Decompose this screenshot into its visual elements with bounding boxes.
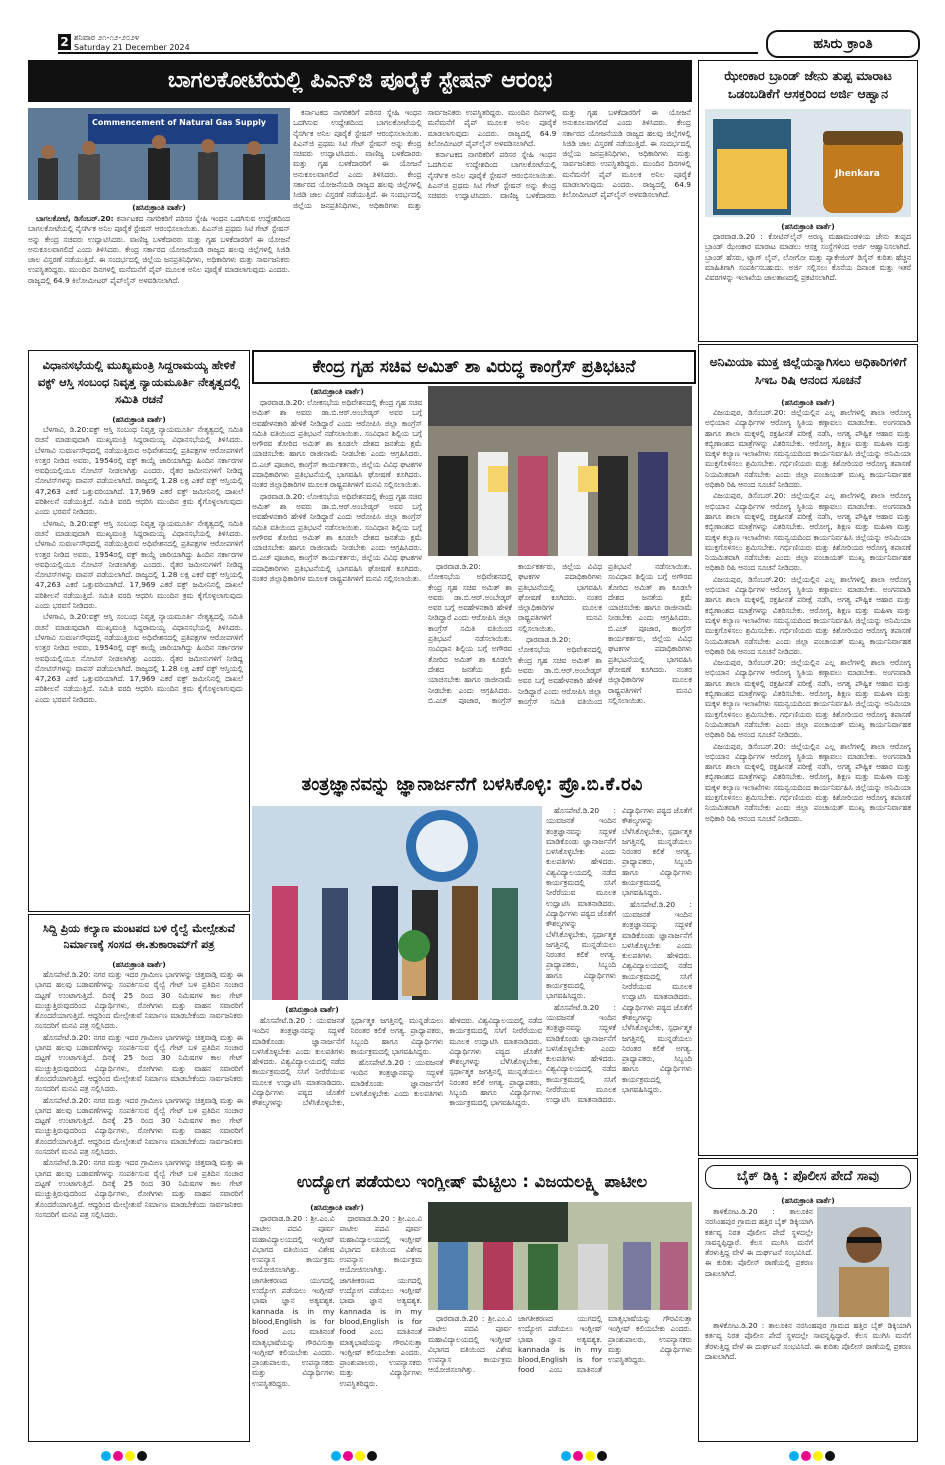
reg-black: [825, 1451, 835, 1461]
waqf-headline: ವಿಧಾನಸಭೆಯಲ್ಲಿ ಮುಖ್ಯಮಂತ್ರಿ ಸಿದ್ದರಾಮಯ್ಯ ಹೇಳಿಕೆ ವಕ್ಫ್ ಆಸ್ತಿ ಸಂಬಂಧ ನಿವೃತ್ತ ನ್ಯಾಯಮೂರ್ತಿ ನೇತೃತ್ವದಲ್ಲಿ ಸಮಿತಿ ರಚನೆ: [37, 358, 241, 406]
anemia-box: [698, 344, 918, 1156]
reg-yellow: [585, 1451, 595, 1461]
ad-headline: ಝೇಂಕಾರ ಬ್ರಾಂಡ್ ಜೇನು ತುಪ್ಪ ಮಾರಾಟ ಒಡಂಬಡಿಕೆಗೆ ಆಸಕ್ತರಿಂದ ಅರ್ಜಿ ಆಹ್ವಾನ: [724, 68, 892, 101]
bike-headline: ಬೈಕ್ ಡಿಕ್ಕಿ : ಪೊಲೀಸ ಪೇದೆ ಸಾವು: [705, 1165, 911, 1189]
reg-magenta: [801, 1451, 811, 1461]
waqf-byline: (ಹಸಿರುಕ್ರಾಂತಿ ವಾರ್ತೆ): [112, 415, 166, 424]
anemia-headline: ಅನಿಮಿಯಾ ಮುಕ್ತ ಜಿಲ್ಲೆಯನ್ನಾಗಿಸಲು ಅಧಿಕಾರಿಗಳಿಗೆ ಸಿಇಒ ರಿಷಿ ಆನಂದ ಸೂಚನೆ: [709, 355, 907, 387]
tech-text-a2: ಹೊಸಪೇಟೆ.ಡಿ.20 : ಯುವಜನತೆ ಇಂದಿನ ತಂತ್ರಜ್ಞಾನವನ್ನು ಸದ್ಬಳಕೆ ಮಾಡಿಕೊಂಡು ಜ್ಞಾನಾರ್ಜನೆಗೆ ಬಳಸಿಕೊಳ್ಳಬೇಕು ಎಂದು ಕುಲಪತಿಗಳು ಹೇಳಿದರು. ವಿಶ್ವವಿದ್ಯಾಲಯದಲ್ಲಿ ನಡೆದ ಕಾರ್ಯಕ್ರಮದಲ್ಲಿ ಸಸಿಗೆ ನೀರೆರೆಯುವ ಮೂಲಕ ಉದ್ಘಾಟಿಸಿ ಮಾತನಾಡಿದರು. ವಿದ್ಯಾರ್ಥಿಗಳು ಪಠ್ಯದ ಜೊತೆಗೆ ಕೌಶಲ್ಯಗಳನ್ನು ಬೆಳೆಸಿಕೊಳ್ಳಬೇಕು, ಸ್ಪರ್ಧಾತ್ಮಕ ಜಗತ್ತಿನಲ್ಲಿ ಮುನ್ನಡೆಯಲು ನಿರಂತರ ಕಲಿಕೆ ಅಗತ್ಯ. ಪ್ರಾಧ್ಯಾಪಕರು, ಸಿಬ್ಬಂದಿ ಹಾಗೂ ವಿದ್ಯಾರ್ಥಿಗಳು ಕಾರ್ಯಕ್ರಮದಲ್ಲಿ ಭಾಗವಹಿಸಿದ್ದರು.: [350, 1016, 542, 1108]
lead-text-c: ಕರ್ನಾಟಕದ ನಾಗರಿಕರಿಗೆ ಪರಿಸರ ಸ್ನೇಹಿ ಇಂಧನ ಒದಗಿಸುವ ಉದ್ದೇಶದಿಂದ ಬಾಗಲಕೋಟೆಯಲ್ಲಿ ನೈಸರ್ಗಿಕ ಅನಿಲ ಪೂರೈಕೆ ಸ್ಟೇಷನ್ ಆರಂಭಿಸಲಾಯಿತು. ಪಿಎನ್‌ಜಿ ಪ್ರಥಮ ಸಿಟಿ ಗೇಟ್ ಸ್ಟೇಷನ್ ಅನ್ನು ಕೇಂದ್ರ ಸಚಿವರು ಉದ್ಘಾಟಿಸಿದರು. ವಾಣಿಜ್ಯ ಬಳಕೆದಾರರು ಮತ್ತು ಗೃಹ ಬಳಕೆದಾರರಿಗೆ ಈ ಯೋಜನೆ ಅನುಕೂಲವಾಗಲಿದೆ ಎಂದು ತಿಳಿಸಿದರು. ಕೇಂದ್ರ ಸರ್ಕಾರದ ಯೋಜನೆಯಡಿ ರಾಜ್ಯದ ಹಲವು ಜಿಲ್ಲೆಗಳಲ್ಲಿ ಸಿಜಿಡಿ ಜಾಲ ವಿಸ್ತರಣೆ ನಡೆಯುತ್ತಿದೆ. ಈ ಸಂದರ್ಭದಲ್ಲಿ ಜಿಲ್ಲೆಯ ಜನಪ್ರತಿನಿಧಿಗಳು, ಅಧಿಕಾರಿಗಳು ಮತ್ತು ಸಾರ್ವಜನಿಕರು ಉಪಸ್ಥಿತರಿದ್ದರು. ಮುಂದಿನ ದಿನಗಳಲ್ಲಿ ಮನೆಮನೆಗೆ ಪೈಪ್ ಮೂಲಕ ಅನಿಲ ಪೂರೈಕೆ ಮಾಡಲಾಗುವುದು ಎಂದರು. ರಾಜ್ಯದಲ್ಲಿ 64.9 ಕಿಲೋಮೀಟರ್ ಪೈಪ್‌ಲೈನ್ ಅಳವಡಿಸಲಾಗಿದೆ.: [427, 108, 691, 201]
protest-body-a: [252, 398, 422, 760]
rail-box: [28, 914, 250, 1442]
protest-headline: ಕೇಂದ್ರ ಗೃಹ ಸಚಿವ ಅಮಿತ್ ಶಾ ವಿರುದ್ಧ ಕಾಂಗ್ರೆಸ್ ಪ್ರತಿಭಟನೆ: [252, 350, 696, 384]
lead-photo-banner: Commencement of Natural Gas Supply: [92, 118, 267, 127]
reg-magenta: [343, 1451, 353, 1461]
english-body-a: [252, 1214, 422, 1436]
bike-text-b: ತಾಳಿಕೋಟ.ಡಿ.20 : ತಾಲೂಕಿನ ನರಸಿಂಹಪುರ ಗ್ರಾಮದ ಹತ್ತಿರ ಬೈಕ್ ಡಿಕ್ಕಿಯಾಗಿ ಕರ್ತವ್ಯ ನಿರತ ಪೊಲೀಸ ಪೇದೆ ಸ್ಥಳದಲ್ಲೇ ಸಾವನ್ನಪ್ಪಿದ್ದಾರೆ. ಕೆಲಸ ಮುಗಿಸಿ ಮನೆಗೆ ತೆರಳುತ್ತಿದ್ದ ವೇಳೆ ಈ ದುರ್ಘಟನೆ ಸಂಭವಿಸಿದೆ. ಈ ಕುರಿತು ಪೊಲೀಸ್ ಠಾಣೆಯಲ್ಲಿ ಪ್ರಕರಣ ದಾಖಲಾಗಿದೆ.: [705, 1321, 911, 1361]
anemia-text-e: ವಿಜಯಪುರ, ಡಿಸೆಂಬರ್.20: ಜಿಲ್ಲೆಯಲ್ಲಿನ ಎಲ್ಲ ಶಾಲೆಗಳಲ್ಲಿ ಶಾಲಾ ಆರೋಗ್ಯ ಅಭಿಯಾನ ವಿದ್ಯಾರ್ಥಿಗಳ ಆರೋಗ್ಯ ಸ್ಥಿತಿಯ ಕಣ್ಗಾವಲು ಮಾಡಬೇಕು. ಅಂಗನವಾಡಿ ಹಾಗೂ ಶಾಲಾ ಮಕ್ಕಳಲ್ಲಿ ರಕ್ತಹೀನತೆ ಪರೀಕ್ಷೆ ನಡೆಸಿ, ಅಗತ್ಯ ಪೌಷ್ಟಿಕ ಆಹಾರ ಮತ್ತು ಕಬ್ಬಿಣಾಂಶದ ಮಾತ್ರೆಗಳನ್ನು ವಿತರಿಸಬೇಕು. ಆರೋಗ್ಯ, ಶಿಕ್ಷಣ ಮತ್ತು ಮಹಿಳಾ ಮತ್ತು ಮಕ್ಕಳ ಕಲ್ಯಾಣ ಇಲಾಖೆಗಳು ಸಮನ್ವಯದಿಂದ ಕಾರ್ಯನಿರ್ವಹಿಸಿ ಜಿಲ್ಲೆಯನ್ನು ಅನಿಮಿಯಾ ಮುಕ್ತಗೊಳಿಸಲು ಶ್ರಮಿಸಬೇಕು. ಗರ್ಭಿಣಿಯರು ಮತ್ತು ಕಿಶೋರಿಯರ ಆರೋಗ್ಯ ತಪಾಸಣೆ ನಿಯಮಿತವಾಗಿ ನಡೆಸಬೇಕು ಎಂದು ಜಿಲ್ಲಾ ಪಂಚಾಯತ್ ಮುಖ್ಯ ಕಾರ್ಯನಿರ್ವಾಹಕ ಅಧಿಕಾರಿ ರಿಷಿ ಆನಂದ ಸೂಚನೆ ನೀಡಿದರು.: [705, 741, 911, 823]
ad-body: [705, 232, 911, 350]
ad-photo: [705, 109, 911, 217]
tech-text-c: ಹೊಸಪೇಟೆ.ಡಿ.20 : ಯುವಜನತೆ ಇಂದಿನ ತಂತ್ರಜ್ಞಾನವನ್ನು ಸದ್ಬಳಕೆ ಮಾಡಿಕೊಂಡು ಜ್ಞಾನಾರ್ಜನೆಗೆ ಬಳಸಿಕೊಳ್ಳಬೇಕು ಎಂದು ಕುಲಪತಿಗಳು ಹೇಳಿದರು. ವಿಶ್ವವಿದ್ಯಾಲಯದಲ್ಲಿ ನಡೆದ ಕಾರ್ಯಕ್ರಮದಲ್ಲಿ ಸಸಿಗೆ ನೀರೆರೆಯುವ ಮೂಲಕ ಉದ್ಘಾಟಿಸಿ ಮಾತನಾಡಿದರು. ವಿದ್ಯಾರ್ಥಿಗಳು ಪಠ್ಯದ ಜೊತೆಗೆ ಕೌಶಲ್ಯಗಳನ್ನು ಬೆಳೆಸಿಕೊಳ್ಳಬೇಕು, ಸ್ಪರ್ಧಾತ್ಮಕ ಜಗತ್ತಿನಲ್ಲಿ ಮುನ್ನಡೆಯಲು ನಿರಂತರ ಕಲಿಕೆ ಅಗತ್ಯ. ಪ್ರಾಧ್ಯಾಪಕರು, ಸಿಬ್ಬಂದಿ ಹಾಗೂ ವಿದ್ಯಾರ್ಥಿಗಳು ಕಾರ್ಯಕ್ರಮದಲ್ಲಿ ಭಾಗವಹಿಸಿದ್ದರು.: [546, 806, 692, 1105]
reg-black: [137, 1451, 147, 1461]
tech-byline: (ಹಸಿರುಕ್ರಾಂತಿ ವಾರ್ತೆ): [285, 1005, 339, 1014]
tech-body-a: [252, 1016, 542, 1160]
anemia-text-c: ವಿಜಯಪುರ, ಡಿಸೆಂಬರ್.20: ಜಿಲ್ಲೆಯಲ್ಲಿನ ಎಲ್ಲ ಶಾಲೆಗಳಲ್ಲಿ ಶಾಲಾ ಆರೋಗ್ಯ ಅಭಿಯಾನ ವಿದ್ಯಾರ್ಥಿಗಳ ಆರೋಗ್ಯ ಸ್ಥಿತಿಯ ಕಣ್ಗಾವಲು ಮಾಡಬೇಕು. ಅಂಗನವಾಡಿ ಹಾಗೂ ಶಾಲಾ ಮಕ್ಕಳಲ್ಲಿ ರಕ್ತಹೀನತೆ ಪರೀಕ್ಷೆ ನಡೆಸಿ, ಅಗತ್ಯ ಪೌಷ್ಟಿಕ ಆಹಾರ ಮತ್ತು ಕಬ್ಬಿಣಾಂಶದ ಮಾತ್ರೆಗಳನ್ನು ವಿತರಿಸಬೇಕು. ಆರೋಗ್ಯ, ಶಿಕ್ಷಣ ಮತ್ತು ಮಹಿಳಾ ಮತ್ತು ಮಕ್ಕಳ ಕಲ್ಯಾಣ ಇಲಾಖೆಗಳು ಸಮನ್ವಯದಿಂದ ಕಾರ್ಯನಿರ್ವಹಿಸಿ ಜಿಲ್ಲೆಯನ್ನು ಅನಿಮಿಯಾ ಮುಕ್ತಗೊಳಿಸಲು ಶ್ರಮಿಸಬೇಕು. ಗರ್ಭಿಣಿಯರು ಮತ್ತು ಕಿಶೋರಿಯರ ಆರೋಗ್ಯ ತಪಾಸಣೆ ನಿಯಮಿತವಾಗಿ ನಡೆಸಬೇಕು ಎಂದು ಜಿಲ್ಲಾ ಪಂಚಾಯತ್ ಮುಖ್ಯ ಕಾರ್ಯನಿರ್ವಾಹಕ ಅಧಿಕಾರಿ ರಿಷಿ ಆನಂದ ಸೂಚನೆ ನೀಡಿದರು.: [705, 574, 911, 656]
reg-magenta: [573, 1451, 583, 1461]
protest-graphic: [428, 386, 692, 556]
anemia-byline: (ಹಸಿರುಕ್ರಾಂತಿ ವಾರ್ತೆ): [781, 398, 835, 407]
reg-black: [597, 1451, 607, 1461]
reg-magenta: [113, 1451, 123, 1461]
protest-text-a: ಧಾರವಾಡ.ಡಿ.20: ಲೋಕಸಭೆಯ ಅಧಿವೇಶನದಲ್ಲಿ ಕೇಂದ್ರ ಗೃಹ ಸಚಿವ ಅಮಿತ್ ಶಾ ಅವರು ಡಾ.ಬಿ.ಆರ್.ಅಂಬೇಡ್ಕರ್ ಅವರ ಬಗ್ಗೆ ಅವಹೇಳನಕಾರಿ ಹೇಳಿಕೆ ನೀಡಿದ್ದಾರೆ ಎಂದು ಆರೋಪಿಸಿ ಜಿಲ್ಲಾ ಕಾಂಗ್ರೆಸ್ ಸಮಿತಿ ವತಿಯಿಂದ ಪ್ರತಿಭಟನೆ ನಡೆಸಲಾಯಿತು. ಸಂವಿಧಾನ ಶಿಲ್ಪಿಯ ಬಗ್ಗೆ ಅಗೌರವ ತೋರಿದ ಅಮಿತ್ ಶಾ ಕೂಡಲೇ ದೇಶದ ಜನತೆಯ ಕ್ಷಮೆ ಯಾಚಿಸಬೇಕು ಹಾಗೂ ರಾಜೀನಾಮೆ ನೀಡಬೇಕು ಎಂದು ಆಗ್ರಹಿಸಿದರು. ಬಿ.ಎಚ್ ಪೂಜಾರ, ಕಾಂಗ್ರೆಸ್ ಕಾರ್ಯಕರ್ತರು, ಜಿಲ್ಲೆಯ ವಿವಿಧ ಘಟಕಗಳ ಪದಾಧಿಕಾರಿಗಳು ಪ್ರತಿಭಟನೆಯಲ್ಲಿ ಭಾಗವಹಿಸಿ ಘೋಷಣೆ ಕೂಗಿದರು. ನಂತರ ಜಿಲ್ಲಾಧಿಕಾರಿಗಳ ಮೂಲಕ ರಾಷ್ಟ್ರಪತಿಗಳಿಗೆ ಮನವಿ ಸಲ್ಲಿಸಲಾಯಿತು.: [252, 398, 422, 490]
honey-jar-label: Jhenkara: [835, 169, 880, 179]
anemia-text-a: ವಿಜಯಪುರ, ಡಿಸೆಂಬರ್.20: ಜಿಲ್ಲೆಯಲ್ಲಿನ ಎಲ್ಲ ಶಾಲೆಗಳಲ್ಲಿ ಶಾಲಾ ಆರೋಗ್ಯ ಅಭಿಯಾನ ವಿದ್ಯಾರ್ಥಿಗಳ ಆರೋಗ್ಯ ಸ್ಥಿತಿಯ ಕಣ್ಗಾವಲು ಮಾಡಬೇಕು. ಅಂಗನವಾಡಿ ಹಾಗೂ ಶಾಲಾ ಮಕ್ಕಳಲ್ಲಿ ರಕ್ತಹೀನತೆ ಪರೀಕ್ಷೆ ನಡೆಸಿ, ಅಗತ್ಯ ಪೌಷ್ಟಿಕ ಆಹಾರ ಮತ್ತು ಕಬ್ಬಿಣಾಂಶದ ಮಾತ್ರೆಗಳನ್ನು ವಿತರಿಸಬೇಕು. ಆರೋಗ್ಯ, ಶಿಕ್ಷಣ ಮತ್ತು ಮಹಿಳಾ ಮತ್ತು ಮಕ್ಕಳ ಕಲ್ಯಾಣ ಇಲಾಖೆಗಳು ಸಮನ್ವಯದಿಂದ ಕಾರ್ಯನಿರ್ವಹಿಸಿ ಜಿಲ್ಲೆಯನ್ನು ಅನಿಮಿಯಾ ಮುಕ್ತಗೊಳಿಸಲು ಶ್ರಮಿಸಬೇಕು. ಗರ್ಭಿಣಿಯರು ಮತ್ತು ಕಿಶೋರಿಯರ ಆರೋಗ್ಯ ತಪಾಸಣೆ ನಿಯಮಿತವಾಗಿ ನಡೆಸಬೇಕು ಎಂದು ಜಿಲ್ಲಾ ಪಂಚಾಯತ್ ಮುಖ್ಯ ಕಾರ್ಯನಿರ್ವಾಹಕ ಅಧಿಕಾರಿ ರಿಷಿ ಆನಂದ ಸೂಚನೆ ನೀಡಿದರು.: [705, 408, 911, 490]
rail-headline: ಸಿದ್ದಿ ಪ್ರಿಯ ಕಲ್ಯಾಣ ಮಂಟಪದ ಬಳಿ ರೈಲ್ವೆ ಮೇಲ್ಸೇತುವೆ ನಿರ್ಮಾಣಕ್ಕೆ ಸಂಸದ ಈ.ತುಕಾರಾಮ್‌ಗೆ ಪತ್ರ: [43, 922, 235, 951]
rail-text-b: ಹೊಸಪೇಟೆ.ಡಿ.20: ನಗರ ಮತ್ತು ಇದರ ಗ್ರಾಮೀಣ ಭಾಗಗಳನ್ನು ಚಿತ್ತವಾಡ್ಗಿ ಮತ್ತು ಈ ಭಾಗದ ಹಲವು ಬಡಾವಣೆಗಳನ್ನು ಸಂಪರ್ಕಿಸುವ ರೈಲ್ವೆ ಗೇಟ್ ಬಳಿ ಪ್ರತಿದಿನ ಸಂಚಾರ ದಟ್ಟಣೆ ಉಂಟಾಗುತ್ತಿದೆ. ದಿನಕ್ಕೆ 25 ರಿಂದ 30 ನಿಮಿಷಗಳ ಕಾಲ ಗೇಟ್ ಮುಚ್ಚುತ್ತಿರುವುದರಿಂದ ವಿದ್ಯಾರ್ಥಿಗಳು, ರೋಗಿಗಳು ಮತ್ತು ವಾಹನ ಸವಾರರಿಗೆ ತೊಂದರೆಯಾಗುತ್ತಿದೆ. ಆದ್ದರಿಂದ ಮೇಲ್ಸೇತುವೆ ನಿರ್ಮಾಣ ಮಾಡಬೇಕೆಂದು ಸಾರ್ವಜನಿಕರು ಸಂಸದರಿಗೆ ಮನವಿ ಪತ್ರ ಸಲ್ಲಿಸಿದರು.: [35, 1032, 243, 1094]
page-date: [74, 33, 190, 53]
registration-marks-2: [330, 1446, 378, 1465]
date-kannada: ಶನಿವಾರ ೨೧-೧೨-೨೦೨೪: [74, 33, 140, 42]
reg-yellow: [813, 1451, 823, 1461]
lead-headline: ಬಾಗಲಕೋಟೆಯಲ್ಲಿ ಪಿಎನ್‌ಜಿ ಪೂರೈಕೆ ಸ್ಟೇಷನ್ ಆರಂಭ: [28, 60, 692, 102]
bike-box: [698, 1158, 918, 1442]
ad-byline: (ಹಸಿರುಕ್ರಾಂತಿ ವಾರ್ತೆ): [781, 222, 835, 231]
english-body-b: [428, 1314, 692, 1436]
protest-text-a2: ಧಾರವಾಡ.ಡಿ.20: ಲೋಕಸಭೆಯ ಅಧಿವೇಶನದಲ್ಲಿ ಕೇಂದ್ರ ಗೃಹ ಸಚಿವ ಅಮಿತ್ ಶಾ ಅವರು ಡಾ.ಬಿ.ಆರ್.ಅಂಬೇಡ್ಕರ್ ಅವರ ಬಗ್ಗೆ ಅವಹೇಳನಕಾರಿ ಹೇಳಿಕೆ ನೀಡಿದ್ದಾರೆ ಎಂದು ಆರೋಪಿಸಿ ಜಿಲ್ಲಾ ಕಾಂಗ್ರೆಸ್ ಸಮಿತಿ ವತಿಯಿಂದ ಪ್ರತಿಭಟನೆ ನಡೆಸಲಾಯಿತು. ಸಂವಿಧಾನ ಶಿಲ್ಪಿಯ ಬಗ್ಗೆ ಅಗೌರವ ತೋರಿದ ಅಮಿತ್ ಶಾ ಕೂಡಲೇ ದೇಶದ ಜನತೆಯ ಕ್ಷಮೆ ಯಾಚಿಸಬೇಕು ಹಾಗೂ ರಾಜೀನಾಮೆ ನೀಡಬೇಕು ಎಂದು ಆಗ್ರಹಿಸಿದರು. ಬಿ.ಎಚ್ ಪೂಜಾರ, ಕಾಂಗ್ರೆಸ್ ಕಾರ್ಯಕರ್ತರು, ಜಿಲ್ಲೆಯ ವಿವಿಧ ಘಟಕಗಳ ಪದಾಧಿಕಾರಿಗಳು ಪ್ರತಿಭಟನೆಯಲ್ಲಿ ಭಾಗವಹಿಸಿ ಘೋಷಣೆ ಕೂಗಿದರು. ನಂತರ ಜಿಲ್ಲಾಧಿಕಾರಿಗಳ ಮೂಲಕ ರಾಷ್ಟ್ರಪತಿಗಳಿಗೆ ಮನವಿ ಸಲ್ಲಿಸಲಾಯಿತು.: [252, 491, 422, 584]
police-portrait: [817, 1207, 911, 1317]
reg-yellow: [355, 1451, 365, 1461]
registration-marks-4: [788, 1446, 836, 1465]
anemia-body: [705, 408, 911, 1128]
waqf-box: [28, 350, 250, 912]
honey-jar-graphic: [705, 109, 911, 217]
waqf-text-c: ಬೆಳಗಾವಿ, ಡಿ.20:ವಕ್ಫ್ ಆಸ್ತಿ ಸಂಬಂಧ ನಿವೃತ್ತ ನ್ಯಾಯಮೂರ್ತಿ ನೇತೃತ್ವದಲ್ಲಿ ಸಮಿತಿ ರಚನೆ ಮಾಡುವುದಾಗಿ ಮುಖ್ಯಮಂತ್ರಿ ಸಿದ್ದರಾಮಯ್ಯ ವಿಧಾನಸಭೆಯಲ್ಲಿ ತಿಳಿಸಿದರು. ಬೆಳಗಾವಿ ಸುವರ್ಣಸೌಧದಲ್ಲಿ ನಡೆಯುತ್ತಿರುವ ಅಧಿವೇಶನದಲ್ಲಿ ಪ್ರತಿಪಕ್ಷಗಳ ಆರೋಪಗಳಿಗೆ ಉತ್ತರ ನೀಡಿದ ಅವರು, 1954ರಲ್ಲಿ ವಕ್ಫ್ ಕಾಯ್ದೆ ಜಾರಿಯಾಗಿದ್ದು ಹಿಂದಿನ ಸರ್ಕಾರಗಳ ಅವಧಿಯಲ್ಲಿಯೂ ನೋಟಿಸ್ ನೀಡಲಾಗಿತ್ತು ಎಂದರು. ರೈತರ ಜಮೀನುಗಳಿಗೆ ನೀಡಿದ್ದ ನೋಟಿಸ್‌ಗಳನ್ನು ವಾಪಸ್ ಪಡೆಯಲಾಗಿದೆ. ರಾಜ್ಯದಲ್ಲಿ 1.28 ಲಕ್ಷ ಎಕರೆ ವಕ್ಫ್ ಆಸ್ತಿಯಲ್ಲಿ 47,263 ಎಕರೆ ಒತ್ತುವರಿಯಾಗಿದೆ. 17,969 ಎಕರೆ ವಕ್ಫ್ ಜಮೀನಿನಲ್ಲಿ ದಾಖಲೆ ಪರಿಶೀಲನೆ ನಡೆಯುತ್ತಿದೆ. ಸಮಿತಿ ವರದಿ ಆಧರಿಸಿ ಮುಂದಿನ ಕ್ರಮ ಕೈಗೊಳ್ಳಲಾಗುವುದು ಎಂದು ಭರವಸೆ ನೀಡಿದರು.: [35, 612, 243, 704]
section-tag: ಹಸಿರು ಕ್ರಾಂತಿ: [766, 30, 920, 58]
lead-text: ಕರ್ನಾಟಕದ ನಾಗರಿಕರಿಗೆ ಪರಿಸರ ಸ್ನೇಹಿ ಇಂಧನ ಒದಗಿಸುವ ಉದ್ದೇಶದಿಂದ ಬಾಗಲಕೋಟೆಯಲ್ಲಿ ನೈಸರ್ಗಿಕ ಅನಿಲ ಪೂರೈಕೆ ಸ್ಟೇಷನ್ ಆರಂಭಿಸಲಾಯಿತು. ಪಿಎನ್‌ಜಿ ಪ್ರಥಮ ಸಿಟಿ ಗೇಟ್ ಸ್ಟೇಷನ್ ಅನ್ನು ಕೇಂದ್ರ ಸಚಿವರು ಉದ್ಘಾಟಿಸಿದರು. ವಾಣಿಜ್ಯ ಬಳಕೆದಾರರು ಮತ್ತು ಗೃಹ ಬಳಕೆದಾರರಿಗೆ ಈ ಯೋಜನೆ ಅನುಕೂಲವಾಗಲಿದೆ ಎಂದು ತಿಳಿಸಿದರು. ಕೇಂದ್ರ ಸರ್ಕಾರದ ಯೋಜನೆಯಡಿ ರಾಜ್ಯದ ಹಲವು ಜಿಲ್ಲೆಗಳಲ್ಲಿ ಸಿಜಿಡಿ ಜಾಲ ವಿಸ್ತರಣೆ ನಡೆಯುತ್ತಿದೆ. ಈ ಸಂದರ್ಭದಲ್ಲಿ ಜಿಲ್ಲೆಯ ಜನಪ್ರತಿನಿಧಿಗಳು, ಅಧಿಕಾರಿಗಳು ಮತ್ತು ಸಾರ್ವಜನಿಕರು ಉಪಸ್ಥಿತರಿದ್ದರು. ಮುಂದಿನ ದಿನಗಳಲ್ಲಿ ಮನೆಮನೆಗೆ ಪೈಪ್ ಮೂಲಕ ಅನಿಲ ಪೂರೈಕೆ ಮಾಡಲಾಗುವುದು ಎಂದರು. ರಾಜ್ಯದಲ್ಲಿ 64.9 ಕಿಲೋಮೀಟರ್ ಪೈಪ್‌ಲೈನ್ ಅಳವಡಿಸಲಾಗಿದೆ.: [28, 214, 290, 285]
tech-text-b: ಹೊಸಪೇಟೆ.ಡಿ.20 : ಯುವಜನತೆ ಇಂದಿನ ತಂತ್ರಜ್ಞಾನವನ್ನು ಸದ್ಬಳಕೆ ಮಾಡಿಕೊಂಡು ಜ್ಞಾನಾರ್ಜನೆಗೆ ಬಳಸಿಕೊಳ್ಳಬೇಕು ಎಂದು ಕುಲಪತಿಗಳು ಹೇಳಿದರು. ವಿಶ್ವವಿದ್ಯಾಲಯದಲ್ಲಿ ನಡೆದ ಕಾರ್ಯಕ್ರಮದಲ್ಲಿ ಸಸಿಗೆ ನೀರೆರೆಯುವ ಮೂಲಕ ಉದ್ಘಾಟಿಸಿ ಮಾತನಾಡಿದರು. ವಿದ್ಯಾರ್ಥಿಗಳು ಪಠ್ಯದ ಜೊತೆಗೆ ಕೌಶಲ್ಯಗಳನ್ನು ಬೆಳೆಸಿಕೊಳ್ಳಬೇಕು, ಸ್ಪರ್ಧಾತ್ಮಕ ಜಗತ್ತಿನಲ್ಲಿ ಮುನ್ನಡೆಯಲು ನಿರಂತರ ಕಲಿಕೆ ಅಗತ್ಯ. ಪ್ರಾಧ್ಯಾಪಕರು, ಸಿಬ್ಬಂದಿ ಹಾಗೂ ವಿದ್ಯಾರ್ಥಿಗಳು ಕಾರ್ಯಕ್ರಮದಲ್ಲಿ ಭಾಗವಹಿಸಿದ್ದರು.: [546, 806, 616, 1001]
tech-body-b: [546, 806, 692, 1160]
rail-text-a: ಹೊಸಪೇಟೆ.ಡಿ.20: ನಗರ ಮತ್ತು ಇದರ ಗ್ರಾಮೀಣ ಭಾಗಗಳನ್ನು ಚಿತ್ತವಾಡ್ಗಿ ಮತ್ತು ಈ ಭಾಗದ ಹಲವು ಬಡಾವಣೆಗಳನ್ನು ಸಂಪರ್ಕಿಸುವ ರೈಲ್ವೆ ಗೇಟ್ ಬಳಿ ಪ್ರತಿದಿನ ಸಂಚಾರ ದಟ್ಟಣೆ ಉಂಟಾಗುತ್ತಿದೆ. ದಿನಕ್ಕೆ 25 ರಿಂದ 30 ನಿಮಿಷಗಳ ಕಾಲ ಗೇಟ್ ಮುಚ್ಚುತ್ತಿರುವುದರಿಂದ ವಿದ್ಯಾರ್ಥಿಗಳು, ರೋಗಿಗಳು ಮತ್ತು ವಾಹನ ಸವಾರರಿಗೆ ತೊಂದರೆಯಾಗುತ್ತಿದೆ. ಆದ್ದರಿಂದ ಮೇಲ್ಸೇತುವೆ ನಿರ್ಮಾಣ ಮಾಡಬೇಕೆಂದು ಸಾರ್ವಜನಿಕರು ಸಂಸದರಿಗೆ ಮನವಿ ಪತ್ರ ಸಲ್ಲಿಸಿದರು.: [35, 970, 243, 1031]
protest-body-b: [428, 562, 692, 760]
english-headline: ಉದ್ಯೋಗ ಪಡೆಯಲು ಇಂಗ್ಲೀಷ್ ಮೆಟ್ಟಿಲು : ವಿಜಯಲಕ್ಷ್ಮಿ ಪಾಟೀಲ: [296, 1172, 648, 1191]
lead-body-a: [28, 214, 290, 344]
lead-text-b: ಕರ್ನಾಟಕದ ನಾಗರಿಕರಿಗೆ ಪರಿಸರ ಸ್ನೇಹಿ ಇಂಧನ ಒದಗಿಸುವ ಉದ್ದೇಶದಿಂದ ಬಾಗಲಕೋಟೆಯಲ್ಲಿ ನೈಸರ್ಗಿಕ ಅನಿಲ ಪೂರೈಕೆ ಸ್ಟೇಷನ್ ಆರಂಭಿಸಲಾಯಿತು. ಪಿಎನ್‌ಜಿ ಪ್ರಥಮ ಸಿಟಿ ಗೇಟ್ ಸ್ಟೇಷನ್ ಅನ್ನು ಕೇಂದ್ರ ಸಚಿವರು ಉದ್ಘಾಟಿಸಿದರು. ವಾಣಿಜ್ಯ ಬಳಕೆದಾರರು ಮತ್ತು ಗೃಹ ಬಳಕೆದಾರರಿಗೆ ಈ ಯೋಜನೆ ಅನುಕೂಲವಾಗಲಿದೆ ಎಂದು ತಿಳಿಸಿದರು. ಕೇಂದ್ರ ಸರ್ಕಾರದ ಯೋಜನೆಯಡಿ ರಾಜ್ಯದ ಹಲವು ಜಿಲ್ಲೆಗಳಲ್ಲಿ ಸಿಜಿಡಿ ಜಾಲ ವಿಸ್ತರಣೆ ನಡೆಯುತ್ತಿದೆ. ಈ ಸಂದರ್ಭದಲ್ಲಿ ಜಿಲ್ಲೆಯ ಜನಪ್ರತಿನಿಧಿಗಳು, ಅಧಿಕಾರಿಗಳು ಮತ್ತು ಸಾರ್ವಜನಿಕರು ಉಪಸ್ಥಿತರಿದ್ದರು. ಮುಂದಿನ ದಿನಗಳಲ್ಲಿ ಮನೆಮನೆಗೆ ಪೈಪ್ ಮೂಲಕ ಅನಿಲ ಪೂರೈಕೆ ಮಾಡಲಾಗುವುದು ಎಂದರು. ರಾಜ್ಯದಲ್ಲಿ 64.9 ಕಿಲೋಮೀಟರ್ ಪೈಪ್‌ಲೈನ್ ಅಳವಡಿಸಲಾಗಿದೆ.: [293, 108, 557, 210]
english-byline: (ಹಸಿರುಕ್ರಾಂತಿ ವಾರ್ತೆ): [310, 1203, 364, 1212]
english-photo: [428, 1202, 692, 1310]
tech-text-d: ಹೊಸಪೇಟೆ.ಡಿ.20 : ಯುವಜನತೆ ಇಂದಿನ ತಂತ್ರಜ್ಞಾನವನ್ನು ಸದ್ಬಳಕೆ ಮಾಡಿಕೊಂಡು ಜ್ಞಾನಾರ್ಜನೆಗೆ ಬಳಸಿಕೊಳ್ಳಬೇಕು ಎಂದು ಕುಲಪತಿಗಳು ಹೇಳಿದರು. ವಿಶ್ವವಿದ್ಯಾಲಯದಲ್ಲಿ ನಡೆದ ಕಾರ್ಯಕ್ರಮದಲ್ಲಿ ಸಸಿಗೆ ನೀರೆರೆಯುವ ಮೂಲಕ ಉದ್ಘಾಟಿಸಿ ಮಾತನಾಡಿದರು. ವಿದ್ಯಾರ್ಥಿಗಳು ಪಠ್ಯದ ಜೊತೆಗೆ ಕೌಶಲ್ಯಗಳನ್ನು ಬೆಳೆಸಿಕೊಳ್ಳಬೇಕು, ಸ್ಪರ್ಧಾತ್ಮಕ ಜಗತ್ತಿನಲ್ಲಿ ಮುನ್ನಡೆಯಲು ನಿರಂತರ ಕಲಿಕೆ ಅಗತ್ಯ. ಪ್ರಾಧ್ಯಾಪಕರು, ಸಿಬ್ಬಂದಿ ಹಾಗೂ ವಿದ್ಯಾರ್ಥಿಗಳು ಕಾರ್ಯಕ್ರಮದಲ್ಲಿ ಭಾಗವಹಿಸಿದ್ದರು.: [622, 899, 692, 1095]
tech-photo: [252, 806, 542, 1000]
header-rule: [58, 52, 758, 54]
protest-byline: (ಹಸಿರುಕ್ರಾಂತಿ ವಾರ್ತೆ): [310, 387, 364, 396]
english-text-a: ಧಾರವಾಡ.ಡಿ.20 : ಶ್ರೀ.ಎಂ.ವಿ ಪಾಟೀಲ ಪದವಿ ಪೂರ್ವ ಮಹಾವಿದ್ಯಾಲಯದಲ್ಲಿ ಇಂಗ್ಲೀಷ್ ವಿಭಾಗದ ವತಿಯಿಂದ ವಿಶೇಷ ಉಪನ್ಯಾಸ ಕಾರ್ಯಕ್ರಮ ಆಯೋಜಿಸಲಾಗಿತ್ತು. ಜಾಗತೀಕರಣದ ಯುಗದಲ್ಲಿ ಉದ್ಯೋಗ ಪಡೆಯಲು ಇಂಗ್ಲೀಷ್ ಭಾಷಾ ಜ್ಞಾನ ಅತ್ಯವಶ್ಯಕ. kannada is in my blood,English is for food ಎಂಬ ಮಾತಿನಂತೆ ಮಾತೃಭಾಷೆಯನ್ನು ಗೌರವಿಸುತ್ತಾ ಇಂಗ್ಲೀಷ್ ಕಲಿಯಬೇಕು ಎಂದರು. ಪ್ರಾಂಶುಪಾಲರು, ಉಪನ್ಯಾಸಕರು ಮತ್ತು ವಿದ್ಯಾರ್ಥಿಗಳು ಉಪಸ್ಥಿತರಿದ್ದರು.: [252, 1214, 335, 1388]
english-text-a2: ಧಾರವಾಡ.ಡಿ.20 : ಶ್ರೀ.ಎಂ.ವಿ ಪಾಟೀಲ ಪದವಿ ಪೂರ್ವ ಮಹಾವಿದ್ಯಾಲಯದಲ್ಲಿ ಇಂಗ್ಲೀಷ್ ವಿಭಾಗದ ವತಿಯಿಂದ ವಿಶೇಷ ಉಪನ್ಯಾಸ ಕಾರ್ಯಕ್ರಮ ಆಯೋಜಿಸಲಾಗಿತ್ತು. ಜಾಗತೀಕರಣದ ಯುಗದಲ್ಲಿ ಉದ್ಯೋಗ ಪಡೆಯಲು ಇಂಗ್ಲೀಷ್ ಭಾಷಾ ಜ್ಞಾನ ಅತ್ಯವಶ್ಯಕ. kannada is in my blood,English is for food ಎಂಬ ಮಾತಿನಂತೆ ಮಾತೃಭಾಷೆಯನ್ನು ಗೌರವಿಸುತ್ತಾ ಇಂಗ್ಲೀಷ್ ಕಲಿಯಬೇಕು ಎಂದರು. ಪ್ರಾಂಶುಪಾಲರು, ಉಪನ್ಯಾಸಕರು ಮತ್ತು ವಿದ್ಯಾರ್ಥಿಗಳು ಉಪಸ್ಥಿತರಿದ್ದರು.: [339, 1214, 422, 1388]
tech-headline: ತಂತ್ರಜ್ಞಾನವನ್ನು ಜ್ಞಾನಾರ್ಜನೆಗೆ ಬಳಸಿಕೊಳ್ಳಿ: ಪ್ರೊ.ಬಿ.ಕೆ.ರವಿ: [301, 774, 643, 795]
registration-marks-1: [100, 1446, 148, 1465]
tech-graphic: [252, 806, 542, 1000]
rail-text-c: ಹೊಸಪೇಟೆ.ಡಿ.20: ನಗರ ಮತ್ತು ಇದರ ಗ್ರಾಮೀಣ ಭಾಗಗಳನ್ನು ಚಿತ್ತವಾಡ್ಗಿ ಮತ್ತು ಈ ಭಾಗದ ಹಲವು ಬಡಾವಣೆಗಳನ್ನು ಸಂಪರ್ಕಿಸುವ ರೈಲ್ವೆ ಗೇಟ್ ಬಳಿ ಪ್ರತಿದಿನ ಸಂಚಾರ ದಟ್ಟಣೆ ಉಂಟಾಗುತ್ತಿದೆ. ದಿನಕ್ಕೆ 25 ರಿಂದ 30 ನಿಮಿಷಗಳ ಕಾಲ ಗೇಟ್ ಮುಚ್ಚುತ್ತಿರುವುದರಿಂದ ವಿದ್ಯಾರ್ಥಿಗಳು, ರೋಗಿಗಳು ಮತ್ತು ವಾಹನ ಸವಾರರಿಗೆ ತೊಂದರೆಯಾಗುತ್ತಿದೆ. ಆದ್ದರಿಂದ ಮೇಲ್ಸೇತುವೆ ನಿರ್ಮಾಣ ಮಾಡಬೇಕೆಂದು ಸಾರ್ವಜನಿಕರು ಸಂಸದರಿಗೆ ಮನವಿ ಪತ್ರ ಸಲ್ಲಿಸಿದರು.: [35, 1095, 243, 1157]
lead-body-b: [293, 108, 691, 344]
tech-text-a: ಹೊಸಪೇಟೆ.ಡಿ.20 : ಯುವಜನತೆ ಇಂದಿನ ತಂತ್ರಜ್ಞಾನವನ್ನು ಸದ್ಬಳಕೆ ಮಾಡಿಕೊಂಡು ಜ್ಞಾನಾರ್ಜನೆಗೆ ಬಳಸಿಕೊಳ್ಳಬೇಕು ಎಂದು ಕುಲಪತಿಗಳು ಹೇಳಿದರು. ವಿಶ್ವವಿದ್ಯಾಲಯದಲ್ಲಿ ನಡೆದ ಕಾರ್ಯಕ್ರಮದಲ್ಲಿ ಸಸಿಗೆ ನೀರೆರೆಯುವ ಮೂಲಕ ಉದ್ಘಾಟಿಸಿ ಮಾತನಾಡಿದರು. ವಿದ್ಯಾರ್ಥಿಗಳು ಪಠ್ಯದ ಜೊತೆಗೆ ಕೌಶಲ್ಯಗಳನ್ನು ಬೆಳೆಸಿಕೊಳ್ಳಬೇಕು, ಸ್ಪರ್ಧಾತ್ಮಕ ಜಗತ್ತಿನಲ್ಲಿ ಮುನ್ನಡೆಯಲು ನಿರಂತರ ಕಲಿಕೆ ಅಗತ್ಯ. ಪ್ರಾಧ್ಯಾಪಕರು, ಸಿಬ್ಬಂದಿ ಹಾಗೂ ವಿದ್ಯಾರ್ಥಿಗಳು ಕಾರ್ಯಕ್ರಮದಲ್ಲಿ ಭಾಗವಹಿಸಿದ್ದರು.: [252, 1016, 444, 1108]
reg-yellow: [125, 1451, 135, 1461]
rail-body: [35, 970, 243, 1410]
protest-text-b: ಧಾರವಾಡ.ಡಿ.20: ಲೋಕಸಭೆಯ ಅಧಿವೇಶನದಲ್ಲಿ ಕೇಂದ್ರ ಗೃಹ ಸಚಿವ ಅಮಿತ್ ಶಾ ಅವರು ಡಾ.ಬಿ.ಆರ್.ಅಂಬೇಡ್ಕರ್ ಅವರ ಬಗ್ಗೆ ಅವಹೇಳನಕಾರಿ ಹೇಳಿಕೆ ನೀಡಿದ್ದಾರೆ ಎಂದು ಆರೋಪಿಸಿ ಜಿಲ್ಲಾ ಕಾಂಗ್ರೆಸ್ ಸಮಿತಿ ವತಿಯಿಂದ ಪ್ರತಿಭಟನೆ ನಡೆಸಲಾಯಿತು. ಸಂವಿಧಾನ ಶಿಲ್ಪಿಯ ಬಗ್ಗೆ ಅಗೌರವ ತೋರಿದ ಅಮಿತ್ ಶಾ ಕೂಡಲೇ ದೇಶದ ಜನತೆಯ ಕ್ಷಮೆ ಯಾಚಿಸಬೇಕು ಹಾಗೂ ರಾಜೀನಾಮೆ ನೀಡಬೇಕು ಎಂದು ಆಗ್ರಹಿಸಿದರು. ಬಿ.ಎಚ್ ಪೂಜಾರ, ಕಾಂಗ್ರೆಸ್ ಕಾರ್ಯಕರ್ತರು, ಜಿಲ್ಲೆಯ ವಿವಿಧ ಘಟಕಗಳ ಪದಾಧಿಕಾರಿಗಳು ಪ್ರತಿಭಟನೆಯಲ್ಲಿ ಭಾಗವಹಿಸಿ ಘೋಷಣೆ ಕೂಗಿದರು. ನಂತರ ಜಿಲ್ಲಾಧಿಕಾರಿಗಳ ಮೂಲಕ ರಾಷ್ಟ್ರಪತಿಗಳಿಗೆ ಮನವಿ ಸಲ್ಲಿಸಲಾಯಿತು.: [428, 562, 602, 705]
registration-marks-3: [560, 1446, 608, 1465]
reg-black: [367, 1451, 377, 1461]
bike-body: [705, 1207, 813, 1317]
reg-cyan: [561, 1451, 571, 1461]
waqf-text-b: ಬೆಳಗಾವಿ, ಡಿ.20:ವಕ್ಫ್ ಆಸ್ತಿ ಸಂಬಂಧ ನಿವೃತ್ತ ನ್ಯಾಯಮೂರ್ತಿ ನೇತೃತ್ವದಲ್ಲಿ ಸಮಿತಿ ರಚನೆ ಮಾಡುವುದಾಗಿ ಮುಖ್ಯಮಂತ್ರಿ ಸಿದ್ದರಾಮಯ್ಯ ವಿಧಾನಸಭೆಯಲ್ಲಿ ತಿಳಿಸಿದರು. ಬೆಳಗಾವಿ ಸುವರ್ಣಸೌಧದಲ್ಲಿ ನಡೆಯುತ್ತಿರುವ ಅಧಿವೇಶನದಲ್ಲಿ ಪ್ರತಿಪಕ್ಷಗಳ ಆರೋಪಗಳಿಗೆ ಉತ್ತರ ನೀಡಿದ ಅವರು, 1954ರಲ್ಲಿ ವಕ್ಫ್ ಕಾಯ್ದೆ ಜಾರಿಯಾಗಿದ್ದು ಹಿಂದಿನ ಸರ್ಕಾರಗಳ ಅವಧಿಯಲ್ಲಿಯೂ ನೋಟಿಸ್ ನೀಡಲಾಗಿತ್ತು ಎಂದರು. ರೈತರ ಜಮೀನುಗಳಿಗೆ ನೀಡಿದ್ದ ನೋಟಿಸ್‌ಗಳನ್ನು ವಾಪಸ್ ಪಡೆಯಲಾಗಿದೆ. ರಾಜ್ಯದಲ್ಲಿ 1.28 ಲಕ್ಷ ಎಕರೆ ವಕ್ಫ್ ಆಸ್ತಿಯಲ್ಲಿ 47,263 ಎಕರೆ ಒತ್ತುವರಿಯಾಗಿದೆ. 17,969 ಎಕರೆ ವಕ್ಫ್ ಜಮೀನಿನಲ್ಲಿ ದಾಖಲೆ ಪರಿಶೀಲನೆ ನಡೆಯುತ್ತಿದೆ. ಸಮಿತಿ ವರದಿ ಆಧರಿಸಿ ಮುಂದಿನ ಕ್ರಮ ಕೈಗೊಳ್ಳಲಾಗುವುದು ಎಂದು ಭರವಸೆ ನೀಡಿದರು.: [35, 518, 243, 611]
bike-photo: [817, 1207, 911, 1317]
date-english: Saturday 21 December 2024: [74, 43, 190, 52]
anemia-text-d: ವಿಜಯಪುರ, ಡಿಸೆಂಬರ್.20: ಜಿಲ್ಲೆಯಲ್ಲಿನ ಎಲ್ಲ ಶಾಲೆಗಳಲ್ಲಿ ಶಾಲಾ ಆರೋಗ್ಯ ಅಭಿಯಾನ ವಿದ್ಯಾರ್ಥಿಗಳ ಆರೋಗ್ಯ ಸ್ಥಿತಿಯ ಕಣ್ಗಾವಲು ಮಾಡಬೇಕು. ಅಂಗನವಾಡಿ ಹಾಗೂ ಶಾಲಾ ಮಕ್ಕಳಲ್ಲಿ ರಕ್ತಹೀನತೆ ಪರೀಕ್ಷೆ ನಡೆಸಿ, ಅಗತ್ಯ ಪೌಷ್ಟಿಕ ಆಹಾರ ಮತ್ತು ಕಬ್ಬಿಣಾಂಶದ ಮಾತ್ರೆಗಳನ್ನು ವಿತರಿಸಬೇಕು. ಆರೋಗ್ಯ, ಶಿಕ್ಷಣ ಮತ್ತು ಮಹಿಳಾ ಮತ್ತು ಮಕ್ಕಳ ಕಲ್ಯಾಣ ಇಲಾಖೆಗಳು ಸಮನ್ವಯದಿಂದ ಕಾರ್ಯನಿರ್ವಹಿಸಿ ಜಿಲ್ಲೆಯನ್ನು ಅನಿಮಿಯಾ ಮುಕ್ತಗೊಳಿಸಲು ಶ್ರಮಿಸಬೇಕು. ಗರ್ಭಿಣಿಯರು ಮತ್ತು ಕಿಶೋರಿಯರ ಆರೋಗ್ಯ ತಪಾಸಣೆ ನಿಯಮಿತವಾಗಿ ನಡೆಸಬೇಕು ಎಂದು ಜಿಲ್ಲಾ ಪಂಚಾಯತ್ ಮುಖ್ಯ ಕಾರ್ಯನಿರ್ವಾಹಕ ಅಧಿಕಾರಿ ರಿಷಿ ಆನಂದ ಸೂಚನೆ ನೀಡಿದರು.: [705, 658, 911, 740]
ad-text: ಧಾರವಾಡ.ಡಿ.20 : ಕೋಟಿನ್‌ಲೈನ್ ಅರಣ್ಯ ಮಹಾಮಂಡಳಿಯ ಜೇನು ತುಪ್ಪದ ಬ್ರಾಂಡ್ ಝೇಂಕಾರ ಮಾರಾಟ ಮಾಡಲು ಆಸಕ್ತ ಸಂಸ್ಥೆಗಳಿಂದ ಅರ್ಜಿ ಆಹ್ವಾನಿಸಲಾಗಿದೆ. ಬ್ರಾಂಡ್ ಹೆಸರು, ಟ್ಯಾಗ್ ಲೈನ್, ಲೋಗೋ ಮತ್ತು ಪ್ಯಾಕೇಜಿಂಗ್ ಡಿಸೈನ್ ಕುರಿತು ಹೆಚ್ಚಿನ ಮಾಹಿತಿಗಾಗಿ ಸಂಪರ್ಕಿಸಬಹುದು. ಅರ್ಜಿ ಸಲ್ಲಿಸಲು ಕೊನೆಯ ದಿನಾಂಕ ಮತ್ತು ಇತರೆ ವಿವರಗಳನ್ನು ಇಲಾಖೆಯ ಜಾಲತಾಣದಲ್ಲಿ ಪ್ರಕಟಿಸಲಾಗಿದೆ.: [705, 232, 911, 283]
protest-photo: [428, 386, 692, 556]
protest-text-c: ಧಾರವಾಡ.ಡಿ.20: ಲೋಕಸಭೆಯ ಅಧಿವೇಶನದಲ್ಲಿ ಕೇಂದ್ರ ಗೃಹ ಸಚಿವ ಅಮಿತ್ ಶಾ ಅವರು ಡಾ.ಬಿ.ಆರ್.ಅಂಬೇಡ್ಕರ್ ಅವರ ಬಗ್ಗೆ ಅವಹೇಳನಕಾರಿ ಹೇಳಿಕೆ ನೀಡಿದ್ದಾರೆ ಎಂದು ಆರೋಪಿಸಿ ಜಿಲ್ಲಾ ಕಾಂಗ್ರೆಸ್ ಸಮಿತಿ ವತಿಯಿಂದ ಪ್ರತಿಭಟನೆ ನಡೆಸಲಾಯಿತು. ಸಂವಿಧಾನ ಶಿಲ್ಪಿಯ ಬಗ್ಗೆ ಅಗೌರವ ತೋರಿದ ಅಮಿತ್ ಶಾ ಕೂಡಲೇ ದೇಶದ ಜನತೆಯ ಕ್ಷಮೆ ಯಾಚಿಸಬೇಕು ಹಾಗೂ ರಾಜೀನಾಮೆ ನೀಡಬೇಕು ಎಂದು ಆಗ್ರಹಿಸಿದರು. ಬಿ.ಎಚ್ ಪೂಜಾರ, ಕಾಂಗ್ರೆಸ್ ಕಾರ್ಯಕರ್ತರು, ಜಿಲ್ಲೆಯ ವಿವಿಧ ಘಟಕಗಳ ಪದಾಧಿಕಾರಿಗಳು ಪ್ರತಿಭಟನೆಯಲ್ಲಿ ಭಾಗವಹಿಸಿ ಘೋಷಣೆ ಕೂಗಿದರು. ನಂತರ ಜಿಲ್ಲಾಧಿಕಾರಿಗಳ ಮೂಲಕ ರಾಷ್ಟ್ರಪತಿಗಳಿಗೆ ಮನವಿ ಸಲ್ಲಿಸಲಾಯಿತು.: [518, 562, 692, 706]
lead-byline: (ಹಸಿರುಕ್ರಾಂತಿ ವಾರ್ತೆ): [132, 203, 186, 212]
bike-text: ತಾಳಿಕೋಟ.ಡಿ.20 : ತಾಲೂಕಿನ ನರಸಿಂಹಪುರ ಗ್ರಾಮದ ಹತ್ತಿರ ಬೈಕ್ ಡಿಕ್ಕಿಯಾಗಿ ಕರ್ತವ್ಯ ನಿರತ ಪೊಲೀಸ ಪೇದೆ ಸ್ಥಳದಲ್ಲೇ ಸಾವನ್ನಪ್ಪಿದ್ದಾರೆ. ಕೆಲಸ ಮುಗಿಸಿ ಮನೆಗೆ ತೆರಳುತ್ತಿದ್ದ ವೇಳೆ ಈ ದುರ್ಘಟನೆ ಸಂಭವಿಸಿದೆ. ಈ ಕುರಿತು ಪೊಲೀಸ್ ಠಾಣೆಯಲ್ಲಿ ಪ್ರಕರಣ ದಾಖಲಾಗಿದೆ.: [705, 1207, 813, 1278]
bike-body-b: [705, 1321, 911, 1433]
ad-box: [698, 60, 918, 342]
bike-byline: (ಹಸಿರುಕ್ರಾಂತಿ ವಾರ್ತೆ): [781, 1196, 835, 1205]
page-number: 2: [58, 34, 71, 50]
reg-cyan: [331, 1451, 341, 1461]
lead-photo: [28, 108, 290, 200]
reg-cyan: [101, 1451, 111, 1461]
rail-text-d: ಹೊಸಪೇಟೆ.ಡಿ.20: ನಗರ ಮತ್ತು ಇದರ ಗ್ರಾಮೀಣ ಭಾಗಗಳನ್ನು ಚಿತ್ತವಾಡ್ಗಿ ಮತ್ತು ಈ ಭಾಗದ ಹಲವು ಬಡಾವಣೆಗಳನ್ನು ಸಂಪರ್ಕಿಸುವ ರೈಲ್ವೆ ಗೇಟ್ ಬಳಿ ಪ್ರತಿದಿನ ಸಂಚಾರ ದಟ್ಟಣೆ ಉಂಟಾಗುತ್ತಿದೆ. ದಿನಕ್ಕೆ 25 ರಿಂದ 30 ನಿಮಿಷಗಳ ಕಾಲ ಗೇಟ್ ಮುಚ್ಚುತ್ತಿರುವುದರಿಂದ ವಿದ್ಯಾರ್ಥಿಗಳು, ರೋಗಿಗಳು ಮತ್ತು ವಾಹನ ಸವಾರರಿಗೆ ತೊಂದರೆಯಾಗುತ್ತಿದೆ. ಆದ್ದರಿಂದ ಮೇಲ್ಸೇತುವೆ ನಿರ್ಮಾಣ ಮಾಡಬೇಕೆಂದು ಸಾರ್ವಜನಿಕರು ಸಂಸದರಿಗೆ ಮನವಿ ಪತ್ರ ಸಲ್ಲಿಸಿದರು.: [35, 1158, 243, 1219]
english-graphic: [428, 1202, 692, 1310]
reg-cyan: [789, 1451, 799, 1461]
rail-byline: (ಹಸಿರುಕ್ರಾಂತಿ ವಾರ್ತೆ): [112, 960, 166, 969]
waqf-text-a: ಬೆಳಗಾವಿ, ಡಿ.20:ವಕ್ಫ್ ಆಸ್ತಿ ಸಂಬಂಧ ನಿವೃತ್ತ ನ್ಯಾಯಮೂರ್ತಿ ನೇತೃತ್ವದಲ್ಲಿ ಸಮಿತಿ ರಚನೆ ಮಾಡುವುದಾಗಿ ಮುಖ್ಯಮಂತ್ರಿ ಸಿದ್ದರಾಮಯ್ಯ ವಿಧಾನಸಭೆಯಲ್ಲಿ ತಿಳಿಸಿದರು. ಬೆಳಗಾವಿ ಸುವರ್ಣಸೌಧದಲ್ಲಿ ನಡೆಯುತ್ತಿರುವ ಅಧಿವೇಶನದಲ್ಲಿ ಪ್ರತಿಪಕ್ಷಗಳ ಆರೋಪಗಳಿಗೆ ಉತ್ತರ ನೀಡಿದ ಅವರು, 1954ರಲ್ಲಿ ವಕ್ಫ್ ಕಾಯ್ದೆ ಜಾರಿಯಾಗಿದ್ದು ಹಿಂದಿನ ಸರ್ಕಾರಗಳ ಅವಧಿಯಲ್ಲಿಯೂ ನೋಟಿಸ್ ನೀಡಲಾಗಿತ್ತು ಎಂದರು. ರೈತರ ಜಮೀನುಗಳಿಗೆ ನೀಡಿದ್ದ ನೋಟಿಸ್‌ಗಳನ್ನು ವಾಪಸ್ ಪಡೆಯಲಾಗಿದೆ. ರಾಜ್ಯದಲ್ಲಿ 1.28 ಲಕ್ಷ ಎಕರೆ ವಕ್ಫ್ ಆಸ್ತಿಯಲ್ಲಿ 47,263 ಎಕರೆ ಒತ್ತುವರಿಯಾಗಿದೆ. 17,969 ಎಕರೆ ವಕ್ಫ್ ಜಮೀನಿನಲ್ಲಿ ದಾಖಲೆ ಪರಿಶೀಲನೆ ನಡೆಯುತ್ತಿದೆ. ಸಮಿತಿ ವರದಿ ಆಧರಿಸಿ ಮುಂದಿನ ಕ್ರಮ ಕೈಗೊಳ್ಳಲಾಗುವುದು ಎಂದು ಭರವಸೆ ನೀಡಿದರು.: [35, 425, 243, 517]
lead-dateline: ಬಾಗಲಕೋಟೆ, ಡಿಸೆಂಬರ್.20:: [36, 214, 114, 223]
waqf-body: [35, 425, 243, 885]
english-text-b: ಧಾರವಾಡ.ಡಿ.20 : ಶ್ರೀ.ಎಂ.ವಿ ಪಾಟೀಲ ಪದವಿ ಪೂರ್ವ ಮಹಾವಿದ್ಯಾಲಯದಲ್ಲಿ ಇಂಗ್ಲೀಷ್ ವಿಭಾಗದ ವತಿಯಿಂದ ವಿಶೇಷ ಉಪನ್ಯಾಸ ಕಾರ್ಯಕ್ರಮ ಆಯೋಜಿಸಲಾಗಿತ್ತು. ಜಾಗತೀಕರಣದ ಯುಗದಲ್ಲಿ ಉದ್ಯೋಗ ಪಡೆಯಲು ಇಂಗ್ಲೀಷ್ ಭಾಷಾ ಜ್ಞಾನ ಅತ್ಯವಶ್ಯಕ. kannada is in my blood,English is for food ಎಂಬ ಮಾತಿನಂತೆ ಮಾತೃಭಾಷೆಯನ್ನು ಗೌರವಿಸುತ್ತಾ ಇಂಗ್ಲೀಷ್ ಕಲಿಯಬೇಕು ಎಂದರು. ಪ್ರಾಂಶುಪಾಲರು, ಉಪನ್ಯಾಸಕರು ಮತ್ತು ವಿದ್ಯಾರ್ಥಿಗಳು ಉಪಸ್ಥಿತರಿದ್ದರು.: [428, 1314, 692, 1375]
anemia-text-b: ವಿಜಯಪುರ, ಡಿಸೆಂಬರ್.20: ಜಿಲ್ಲೆಯಲ್ಲಿನ ಎಲ್ಲ ಶಾಲೆಗಳಲ್ಲಿ ಶಾಲಾ ಆರೋಗ್ಯ ಅಭಿಯಾನ ವಿದ್ಯಾರ್ಥಿಗಳ ಆರೋಗ್ಯ ಸ್ಥಿತಿಯ ಕಣ್ಗಾವಲು ಮಾಡಬೇಕು. ಅಂಗನವಾಡಿ ಹಾಗೂ ಶಾಲಾ ಮಕ್ಕಳಲ್ಲಿ ರಕ್ತಹೀನತೆ ಪರೀಕ್ಷೆ ನಡೆಸಿ, ಅಗತ್ಯ ಪೌಷ್ಟಿಕ ಆಹಾರ ಮತ್ತು ಕಬ್ಬಿಣಾಂಶದ ಮಾತ್ರೆಗಳನ್ನು ವಿತರಿಸಬೇಕು. ಆರೋಗ್ಯ, ಶಿಕ್ಷಣ ಮತ್ತು ಮಹಿಳಾ ಮತ್ತು ಮಕ್ಕಳ ಕಲ್ಯಾಣ ಇಲಾಖೆಗಳು ಸಮನ್ವಯದಿಂದ ಕಾರ್ಯನಿರ್ವಹಿಸಿ ಜಿಲ್ಲೆಯನ್ನು ಅನಿಮಿಯಾ ಮುಕ್ತಗೊಳಿಸಲು ಶ್ರಮಿಸಬೇಕು. ಗರ್ಭಿಣಿಯರು ಮತ್ತು ಕಿಶೋರಿಯರ ಆರೋಗ್ಯ ತಪಾಸಣೆ ನಿಯಮಿತವಾಗಿ ನಡೆಸಬೇಕು ಎಂದು ಜಿಲ್ಲಾ ಪಂಚಾಯತ್ ಮುಖ್ಯ ಕಾರ್ಯನಿರ್ವಾಹಕ ಅಧಿಕಾರಿ ರಿಷಿ ಆನಂದ ಸೂಚನೆ ನೀಡಿದರು.: [705, 491, 911, 573]
